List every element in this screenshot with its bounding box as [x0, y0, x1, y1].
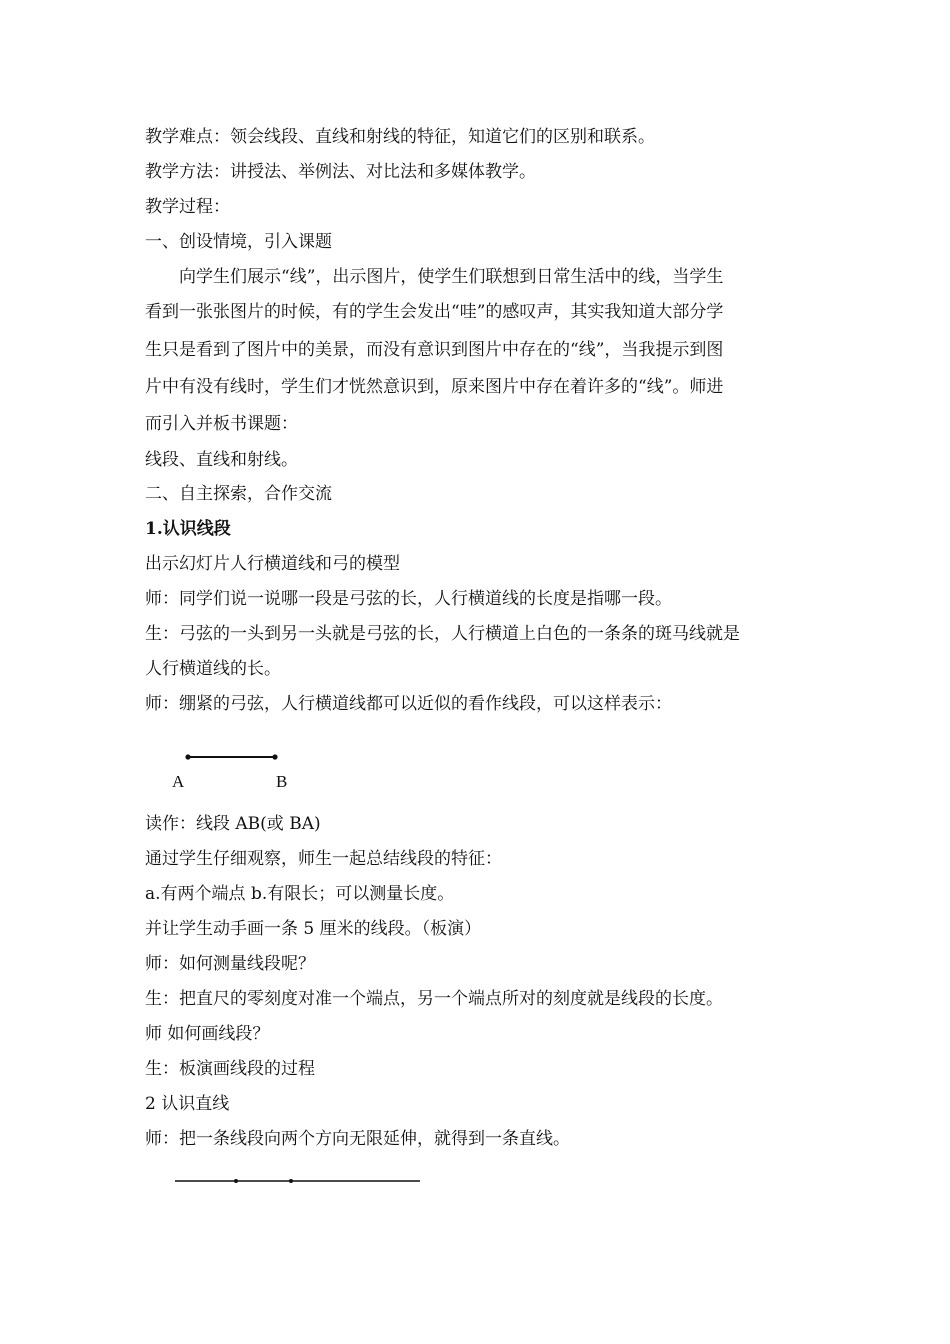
text-line: 师：把一条线段向两个方向无限延伸，就得到一条直线。 [145, 1129, 570, 1149]
section-heading: 二、自主探索，合作交流 [145, 484, 332, 504]
text-line: 片中有没有线时，学生们才恍然意识到，原来图片中存在着许多的“线”。师进 [145, 377, 724, 397]
point-label-b: B [276, 772, 288, 791]
text-line: 并让学生动手画一条 5 厘米的线段。（板演） [145, 919, 482, 939]
subsection-heading: 2 认识直线 [145, 1094, 230, 1114]
endpoint-a [185, 754, 190, 759]
subsection-heading: 1.认识线段 [145, 519, 231, 539]
text-line: 看到一张张图片的时候，有的学生会发出“哇”的感叹声，其实我知道大部分学 [145, 302, 724, 322]
text-line: 生：板演画线段的过程 [145, 1059, 315, 1079]
text-line: 生：把直尺的零刻度对准一个端点，另一个端点所对的刻度就是线段的长度。 [145, 989, 723, 1009]
text-line: 教学难点：领会线段、直线和射线的特征，知道它们的区别和联系。 [145, 127, 655, 147]
text-line: 师：同学们说一说哪一段是弓弦的长，人行横道线的长度是指哪一段。 [145, 589, 672, 609]
straight-line-figure [173, 1177, 423, 1185]
text-line: 师：如何测量线段呢？ [145, 954, 315, 974]
text-line: 生：弓弦的一头到另一头就是弓弦的长，人行横道上白色的一条条的斑马线就是 [145, 624, 740, 644]
endpoint-b [272, 754, 277, 759]
line-segment-figure [183, 752, 283, 762]
text-line: 读作：线段 AB(或 BA) [145, 814, 321, 834]
text-line: 师 如何画线段？ [145, 1024, 270, 1044]
text-line: 生只是看到了图片中的美景，而没有意识到图片中存在的“线”，当我提示到图 [145, 340, 724, 360]
text-line: 而引入并板书课题： [145, 414, 298, 434]
text-line: 教学过程： [145, 197, 230, 217]
text-line: 通过学生仔细观察，师生一起总结线段的特征： [145, 849, 502, 869]
text-line: 出示幻灯片人行横道线和弓的模型 [145, 554, 400, 574]
text-line: 线段、直线和射线。 [145, 450, 298, 470]
line-point-1 [234, 1179, 238, 1183]
text-line: 向学生们展示“线”，出示图片，使学生们联想到日常生活中的线，当学生 [145, 267, 724, 287]
text-line: 人行横道线的长。 [145, 659, 281, 679]
section-heading: 一、创设情境，引入课题 [145, 232, 332, 252]
text-line: 师：绷紧的弓弦，人行横道线都可以近似的看作线段，可以这样表示： [145, 694, 672, 714]
line-point-2 [289, 1179, 293, 1183]
text-line: 教学方法：讲授法、举例法、对比法和多媒体教学。 [145, 162, 536, 182]
point-label-a: A [172, 772, 185, 791]
text-line: a.有两个端点 b.有限长；可以测量长度。 [145, 884, 455, 904]
